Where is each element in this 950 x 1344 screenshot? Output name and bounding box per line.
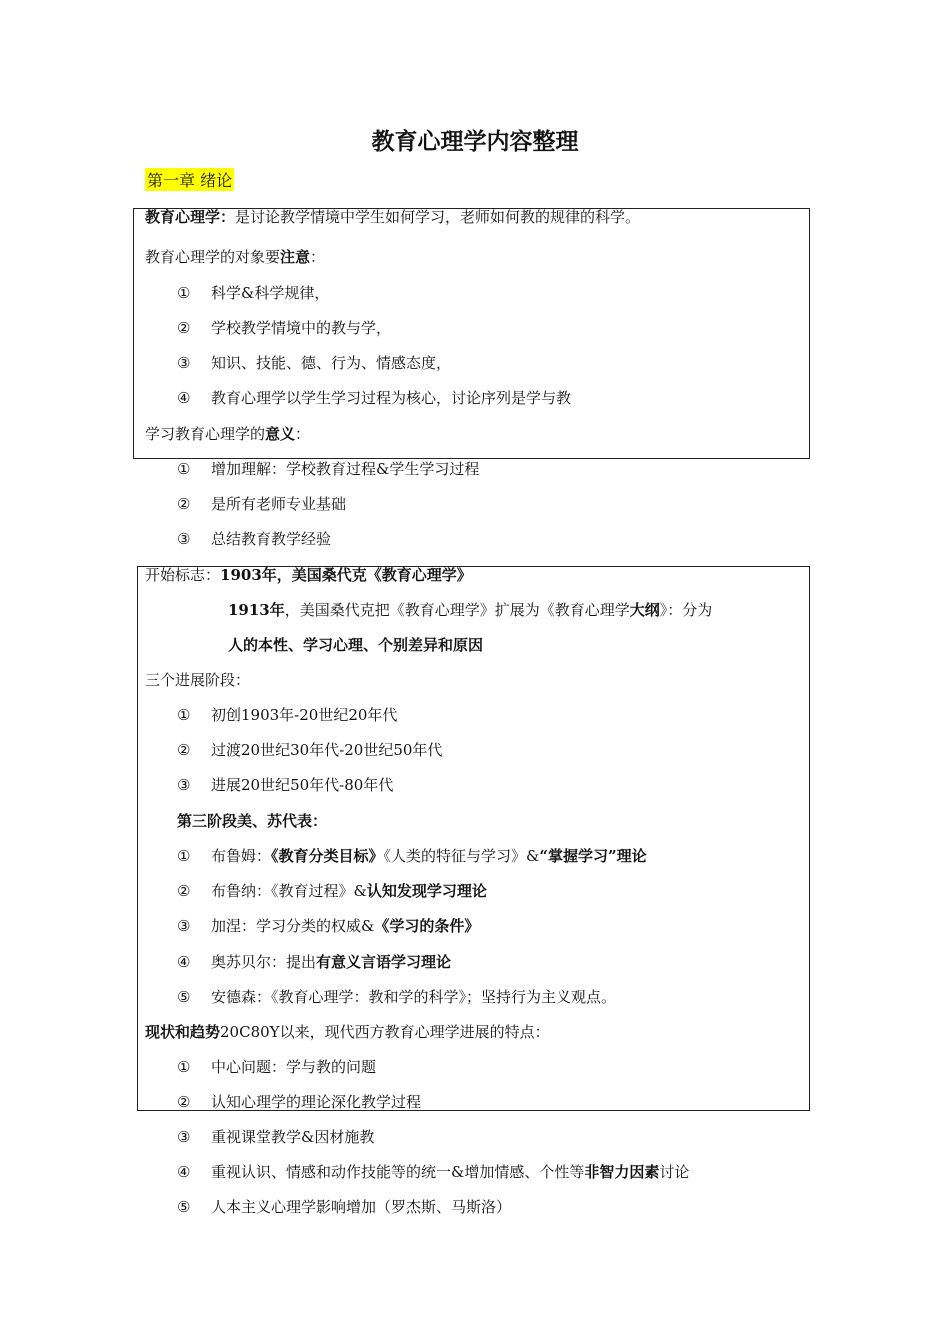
definition-line <box>145 206 640 227</box>
list-item <box>177 880 487 901</box>
item-bold: 《教育分类目标》 <box>271 847 384 865</box>
item-text: 科学&科学规律， <box>211 284 330 302</box>
stages-heading: 三个进展阶段： <box>145 671 251 689</box>
object-heading <box>145 246 325 267</box>
meaning-prefix: 学习教育心理学的 <box>145 425 266 443</box>
item-text: 是所有老师专业基础 <box>211 495 347 513</box>
trend-text: 20C80Y以来，现代西方教育心理学进展的特点： <box>220 1023 550 1041</box>
list-item <box>177 493 346 514</box>
item-text: 进展20世纪50年代-80年代 <box>211 776 394 794</box>
item-text: 教育心理学以学生学习过程为核心，讨论序列是学与教 <box>211 389 572 407</box>
item-number: ⑤ <box>177 1198 191 1216</box>
expansion-line <box>228 599 712 620</box>
item-text: 重视认识、情感和动作技能等的统一&增加情感、个性等 <box>211 1163 585 1181</box>
item-number: ④ <box>177 953 191 971</box>
list-item <box>177 951 451 972</box>
item-text: 安德森：《教育心理学：教和学的科学》；坚持行为主义观点。 <box>211 988 617 1006</box>
list-item <box>177 528 331 549</box>
trend-heading <box>145 1021 550 1042</box>
item-text: 总结教育教学经验 <box>211 530 332 548</box>
list-item <box>177 774 393 795</box>
object-bold: 注意 <box>280 248 311 266</box>
item-text: 过渡20世纪30年代-20世纪50年代 <box>211 741 443 759</box>
item-text: 认知心理学的理论深化教学过程 <box>211 1093 422 1111</box>
list-item <box>177 1196 511 1217</box>
list-item <box>177 986 616 1007</box>
item-number: ① <box>177 460 191 478</box>
item-text: 重视课堂教学&因材施教 <box>211 1128 375 1146</box>
item-text: 中心问题：学与教的问题 <box>211 1058 377 1076</box>
meaning-suffix: ： <box>295 425 311 443</box>
item-text: 知识、技能、德、行为、情感态度， <box>211 354 452 372</box>
item-text: 加涅：学习分类的权威& <box>211 917 375 935</box>
list-item <box>177 1126 374 1147</box>
item-number: ④ <box>177 389 191 407</box>
expansion-content: 人的本性、学习心理、个别差异和原因 <box>228 636 484 654</box>
item-bold: 《学习的条件》 <box>374 917 480 935</box>
item-text: 布鲁姆： <box>211 847 272 865</box>
item-number: ③ <box>177 354 191 372</box>
item-bold: 非智力因素 <box>584 1163 660 1181</box>
item-number: ① <box>177 706 191 724</box>
item-bold: 有意义言语学习理论 <box>316 953 452 971</box>
item-number: ② <box>177 741 191 759</box>
item-bold: 认知发现学习理论 <box>366 882 487 900</box>
item-text: 人本主义心理学影响增加（罗杰斯、马斯洛） <box>211 1198 512 1216</box>
chapter-heading: 第一章 绪论 <box>145 168 234 191</box>
item-text: 学校教学情境中的教与学， <box>211 319 392 337</box>
start-bold: 1903年，美国桑代克《教育心理学》 <box>220 566 472 584</box>
item-text: 增加理解：学校教育过程&学生学习过程 <box>211 460 480 478</box>
representatives-heading: 第三阶段美、苏代表： <box>177 812 328 830</box>
start-label: 开始标志： <box>145 566 221 584</box>
expansion-text: ，美国桑代克把《教育心理学》扩展为《教育心理学 <box>284 601 630 619</box>
item-number: ② <box>177 882 191 900</box>
expansion-end: 》：分为 <box>659 601 713 619</box>
definition-body: 是讨论教学情境中学生如何学习，老师如何教的规律的科学。 <box>235 208 641 226</box>
item-text: 讨论 <box>659 1163 690 1181</box>
list-item <box>177 739 442 760</box>
list-item <box>177 915 479 936</box>
meaning-bold: 意义 <box>265 425 296 443</box>
list-item <box>177 1161 689 1182</box>
list-item <box>177 845 647 866</box>
list-item <box>177 317 391 338</box>
item-text: 初创1903年-20世纪20年代 <box>211 706 398 724</box>
expansion-bold: 大纲 <box>629 601 660 619</box>
page-title: 教育心理学内容整理 <box>371 128 579 155</box>
item-number: ③ <box>177 530 191 548</box>
item-number: ④ <box>177 1163 191 1181</box>
item-number: ② <box>177 319 191 337</box>
list-item <box>177 1056 376 1077</box>
definition-term: 教育心理学 <box>145 208 221 226</box>
item-number: ② <box>177 495 191 513</box>
list-item <box>177 352 451 373</box>
item-number: ① <box>177 284 191 302</box>
item-number: ① <box>177 1058 191 1076</box>
object-prefix: 教育心理学的对象要 <box>145 248 281 266</box>
item-number: ③ <box>177 1128 191 1146</box>
expansion-year: 1913年 <box>228 601 285 619</box>
definition-colon: ： <box>220 208 236 226</box>
list-item <box>177 1091 421 1112</box>
item-number: ③ <box>177 917 191 935</box>
list-item <box>177 387 571 408</box>
item-text: 布鲁纳：《教育过程》& <box>211 882 367 900</box>
trend-bold: 现状和趋势 <box>145 1023 221 1041</box>
item-number: ③ <box>177 776 191 794</box>
list-item <box>177 704 397 725</box>
list-item <box>177 282 329 303</box>
item-text: 奥苏贝尔：提出 <box>211 953 317 971</box>
item-text: 《人类的特征与学习》& <box>383 847 540 865</box>
item-bold: “掌握学习”理论 <box>539 847 647 865</box>
item-number: ⑤ <box>177 988 191 1006</box>
start-line <box>145 564 472 585</box>
item-number: ① <box>177 847 191 865</box>
item-number: ② <box>177 1093 191 1111</box>
meaning-heading <box>145 423 310 444</box>
list-item <box>177 458 479 479</box>
object-suffix: ： <box>310 248 326 266</box>
